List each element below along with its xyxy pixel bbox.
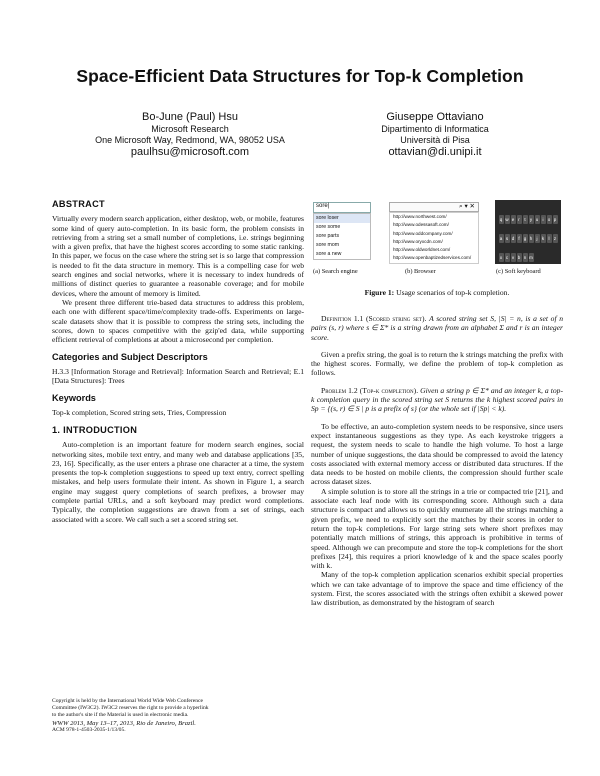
soft-keyboard-screenshot [495,200,561,264]
left-column [52,200,304,524]
keyboard-key[interactable]: n [523,255,527,260]
keyboard-key[interactable]: c [505,255,509,260]
search-engine-screenshot [311,200,373,264]
definition-label: Definition 1.1 [321,314,364,323]
intro-heading: 1. INTRODUCTION [52,424,138,435]
keyboard-key[interactable]: t [524,217,526,222]
definition-name: (Scored string set). [366,314,427,323]
keyboard-key[interactable]: a [499,236,503,241]
keyboard-keys [498,208,558,265]
copyright-line: to the author's site if the Material is used in electronic media. [52,712,189,719]
search-suggestion-list [313,213,371,260]
author-name: Bo-June (Paul) Hsu [142,111,238,123]
keywords-heading: Keywords [52,393,96,404]
problem-block [311,386,563,414]
search-suggestion-item[interactable]: sore loser [314,214,370,223]
keyboard-key[interactable]: h [529,236,533,241]
keyboard-key[interactable]: q [499,217,503,222]
problem-name: (Top-k completion). [359,385,419,395]
author-name: Giuseppe Ottaviano [386,111,484,123]
body-paragraph: Given a prefix string, the goal is to return the k strings matching the prefix with the highest scores. Formally, we define the problem of top-k completion as follows. [311,349,563,378]
keyboard-key[interactable]: k [541,236,545,241]
author-org: Microsoft Research [151,123,229,134]
keyboard-key[interactable]: x [499,255,503,260]
body-paragraph: A simple solution is to store all the strings in a trie or compacted trie [21], and associate each leaf node with its corresponding score. Although such a data structure is compact and allows us to quickly enumerate all the strings matching a given prefix, we need to explicitly sort the matches by their scores in order to return the top-k completions. For large string sets where short prefixes may potentially match millions of strings, this approach is prohibitive in terms of speed. Although we can precompute and store the top-k completions for the short prefixes [24], this requires a priori knowledge of k and the space scales poorly with k. [311,486,563,571]
figure-caption-label: Figure 1: [364,288,395,297]
keyboard-key[interactable]: v [511,255,515,260]
url-suggestion-item[interactable]: http://www.oddcompany.com/ [393,230,453,236]
author-address: Università di Pisa [400,135,470,145]
problem-text: Given a string p ∈ Σ* and an integer k, a top-k completion query in the scored string set S returns the k highest scored pairs in Sp = {(s, r) ∈ S | p is a prefix of s} (or the whole set if |Sp| < k). [311,385,563,414]
intro-paragraph: Auto-completion is an important feature for modern search engines, social networking sites, mobile text entry, and many web and database applications [35, 23, 16]. Specifically, as the user enters a phrase one character at a time, the system presents the top-k completion suggestions to speed up text entry, correct spelling mistakes, and help users formulate their intent. As shown in Figure 1, a search engine may suggest query completions of search prefixes, a browser may complete partial URLs, and a soft keyboard may predict word completions. Typically, the completion suggestions are drawn from a set of strings, each associated with a score. We call such a set a scored string set. [52,440,304,524]
keyboard-key[interactable]: f [518,236,520,241]
abstract-paragraph: We present three different trie-based data structures to address this problem, each one with different space/time/complexity trade-offs. Experiments on large-scale datasets show that it is possible to compress the string sets, including the scores, down to spaces competitive with the gzip'ed data, while supporting efficient retrieval of completions at about a microsecond per completion. [52,297,304,345]
isbn-line: ACM 978-1-4503-2035-1/13/05. [52,726,126,733]
body-paragraph: To be effective, an auto-completion system needs to be responsive, since users expect instantaneous suggestions as they type. As each keystroke triggers a request, the system needs to scale to handle the high volume. To host a large number of unique suggestions, the data should be compressed to avoid the latency costs associated with external memory access or distributed data structures. If the data needs to be hosted on mobile clients, the compression should further scale across dataset sizes. [311,421,563,487]
url-suggestion-item[interactable]: http://www.oryxcdn.com/ [393,238,443,244]
body-paragraph: Many of the top-k completion application scenarios exhibit special properties which we can take advantage of to improve the space and time efficiency of the system. First, the scores associated with the strings often exhibit a skewed power law distribution, as demonstrated by the histogram of search [311,570,563,608]
address-bar [389,202,479,212]
figure-1 [311,200,563,298]
url-suggestion-item[interactable]: http://www.oldworldnet.com/ [393,247,451,253]
author-email: paulhsu@microsoft.com [130,145,250,158]
url-suggestion-item[interactable]: http://www.openbaptizedservices.com/ [393,255,472,261]
keyboard-key[interactable]: w [505,217,509,222]
keyboard-key[interactable]: b [517,255,521,260]
search-box [313,202,371,213]
caption-b: (b) Browser [405,268,436,275]
author-block-1 [70,112,310,158]
keyboard-key[interactable]: z [553,236,557,241]
search-icon: ⌕ ▾ ✕ [459,203,475,210]
right-column [311,314,563,608]
search-suggestion-item[interactable]: sore parts [316,233,340,239]
copyright-line: Copyright is held by the International World Wide Web Conference [52,698,203,704]
abstract-heading: ABSTRACT [52,199,105,209]
keyboard-key[interactable]: o [547,217,551,222]
keyboard-key[interactable]: s [505,236,509,241]
url-suggestion-item[interactable]: http://www.odessasoft.com/ [393,222,449,228]
search-query-text: sore| [316,203,330,209]
author-org: Dipartimento di Informatica [381,123,489,134]
keyboard-key[interactable]: i [542,217,544,222]
figure-caption-text: Usage scenarios of top-k completion. [396,288,510,297]
url-suggestion-item[interactable]: http://www.northwest.com/ [393,214,447,219]
keyboard-key[interactable]: g [523,236,527,241]
search-suggestion-item[interactable]: sore mom [316,242,340,248]
categories-text: H.3.3 [Information Storage and Retrieval]: Information Search and Retrieval; E.1 [Data Structures]: Trees [52,366,304,386]
venue-line: WWW 2013, May 13–17, 2013, Rio de Janeiro, Brazil. [52,719,196,727]
problem-label: Problem 1.2 [321,385,358,395]
abstract-paragraph: Virtually every modern search application, either desktop, web, or mobile, features some kind of query auto-completion. In its basic form, the problem consists in retrieving from a string set a small number of completions, i.e. strings beginning with a given prefix, that have the highest scores according to some static ranking. In this paper, we focus on the case where the string set is so large that compression is needed to fit the data structure in memory. This is a compelling case for web search engines and social networks, where it is necessary to index hundreds of millions of distinct queries to guarantee a reasonable coverage; and for mobile devices, where the amount of memory is limited. [52,214,304,298]
paper-title: Space-Efficient Data Structures for Top-k Completion [76,66,524,86]
caption-a: (a) Search engine [313,268,358,275]
definition-text: A scored string set S, |S| = n, is a set of n pairs (s, r) where s ∈ Σ* is a string drawn from an alphabet Σ and r is an integer score. [311,314,563,342]
copyright-line: Committee (IW3C2). IW3C2 reserves the right to provide a hyperlink [52,705,209,712]
keyboard-key[interactable]: y [529,217,533,222]
keyboard-key[interactable]: p [553,217,557,222]
keyboard-key[interactable]: d [511,236,515,241]
keyboard-key[interactable]: e [511,217,515,222]
categories-heading: Categories and Subject Descriptors [52,352,208,363]
keyboard-key[interactable]: j [536,236,538,241]
keyboard-key[interactable]: l [548,236,550,241]
url-suggestion-list [389,212,479,264]
keyboard-key[interactable]: u [535,217,539,222]
author-address: One Microsoft Way, Redmond, WA, 98052 USA [95,135,285,145]
caption-c: (c) Soft keyboard [496,268,541,275]
keywords-text: Top-k completion, Scored string sets, Tries, Compression [52,407,227,417]
browser-screenshot [389,200,479,264]
definition-block [311,314,563,342]
search-suggestion-item[interactable]: sore some [316,224,341,230]
keyboard-key[interactable]: m [529,255,533,260]
search-suggestion-item[interactable]: sore a new [316,251,342,257]
copyright-notice [52,698,304,734]
author-block-2 [330,112,540,158]
author-email: ottavian@di.unipi.it [388,145,482,158]
figure-caption [311,288,563,297]
keyboard-key[interactable]: r [518,217,520,222]
